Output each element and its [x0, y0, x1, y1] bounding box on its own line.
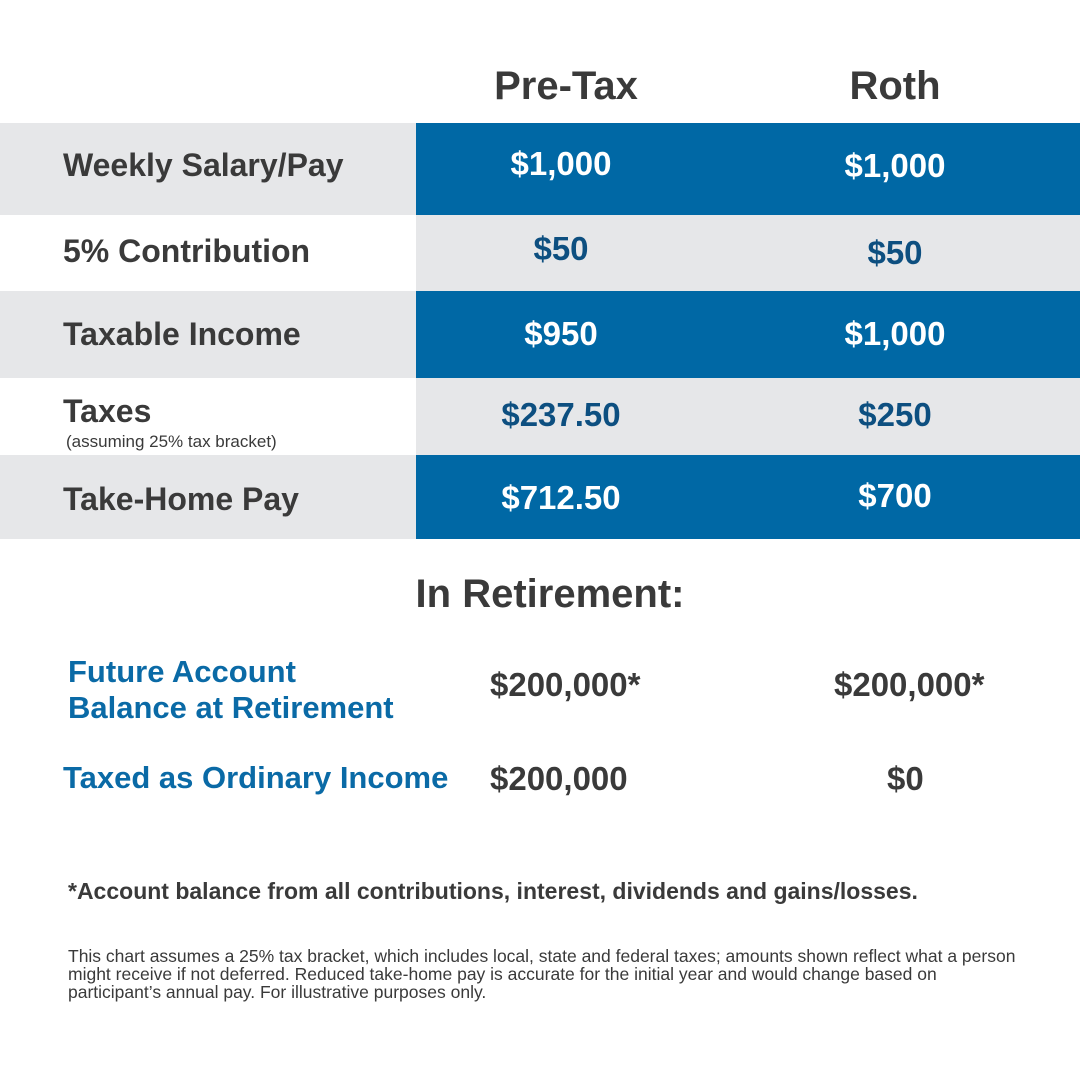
retirement-row-label [68, 654, 394, 726]
row-label: Take-Home Pay [63, 481, 299, 517]
table-row [0, 215, 1080, 291]
row-label: Weekly Salary/Pay [63, 147, 344, 183]
roth-value: $250 [858, 396, 932, 433]
table-row [0, 123, 1080, 215]
pretax-value: $712.50 [501, 479, 621, 516]
row-label: 5% Contribution [63, 233, 311, 269]
pretax-value: $1,000 [510, 145, 612, 182]
roth-value: $700 [858, 477, 932, 514]
retirement-roth-value: $0 [887, 760, 924, 797]
retirement-label-line: Balance at Retirement [68, 690, 394, 725]
pretax-value: $950 [524, 315, 598, 352]
retirement-pretax-value: $200,000 [490, 760, 628, 797]
roth-value: $50 [867, 234, 923, 271]
row-sublabel: (assuming 25% tax bracket) [66, 432, 277, 451]
pretax-value: $50 [533, 230, 589, 267]
column-header-roth: Roth [849, 64, 941, 108]
row-label: Taxes [63, 393, 152, 429]
table-row [0, 291, 1080, 378]
disclaimer: This chart assumes a 25% tax bracket, which includes local, state and federal taxes; amounts shown reflect what a person might receive if not deferred. Reduced take-home pay is accurate for the initial year and would change based on participant’s annual pay. For illustrative purposes only. [68, 946, 1016, 1002]
retirement-pretax-value: $200,000* [490, 666, 641, 703]
footnote: *Account balance from all contributions, interest, dividends and gains/losses. [68, 878, 918, 904]
retirement-label-line: Taxed as Ordinary Income [63, 760, 449, 795]
retirement-label-line: Future Account [68, 654, 296, 689]
section-title-retirement: In Retirement: [415, 572, 685, 616]
table-row [0, 455, 1080, 539]
pretax-value: $237.50 [501, 396, 621, 433]
roth-value: $1,000 [844, 147, 946, 184]
comparison-table [0, 123, 1080, 539]
row-label: Taxable Income [63, 316, 301, 352]
roth-value: $1,000 [844, 315, 946, 352]
retirement-row-label [63, 760, 448, 796]
retirement-roth-value: $200,000* [834, 666, 985, 703]
table-row [0, 378, 1080, 455]
column-header-pretax: Pre-Tax [494, 64, 638, 108]
